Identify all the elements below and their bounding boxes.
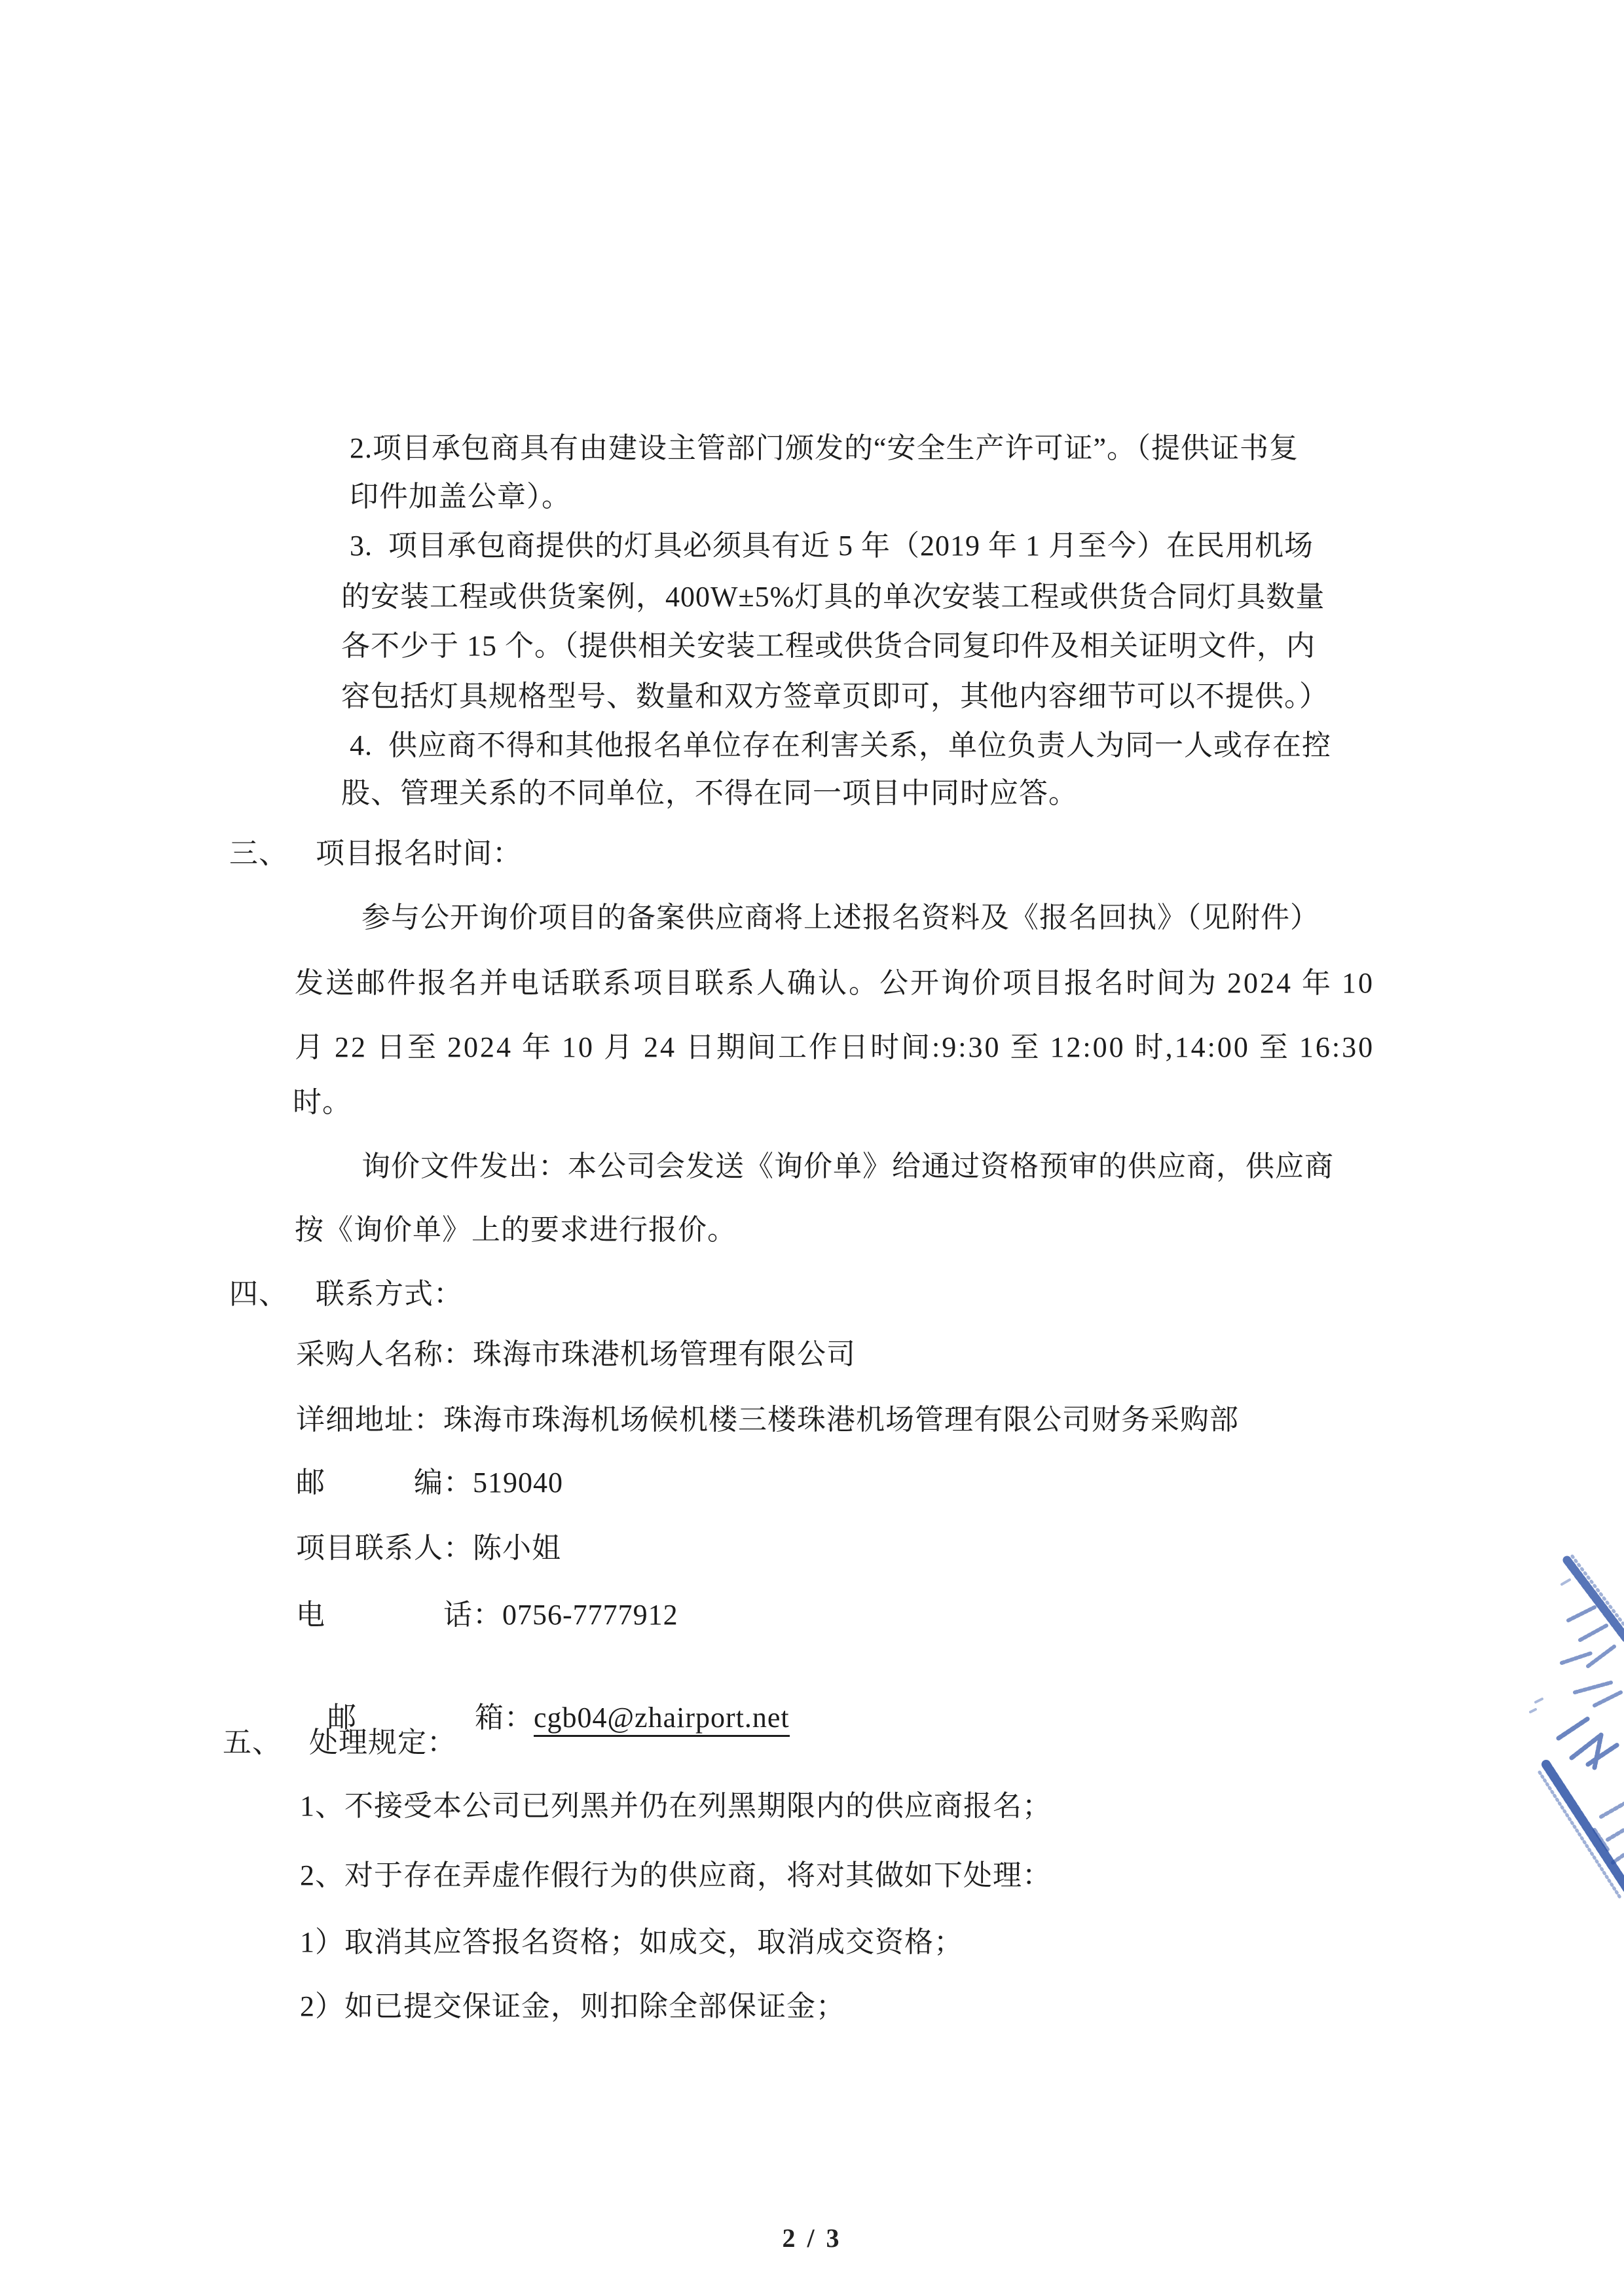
item3-line3: 各不少于 15 个。（提供相关安装工程或供货合同复印件及相关证明文件，内	[341, 630, 1316, 662]
item2-line1: 2.项目承包商具有由建设主管部门颁发的“安全生产许可证”。（提供证书复	[350, 432, 1299, 464]
item3-line2: 的安装工程或供货案例，400W±5%灯具的单次安装工程或供货合同灯具数量	[341, 581, 1325, 613]
stamp-seal-graphic	[1496, 1542, 1624, 1908]
section4-heading	[229, 1275, 463, 1314]
section3-number: 三、	[229, 837, 288, 869]
sec5-line1: 1、不接受本公司已列黑并仍在列黑期限内的供应商报名；	[300, 1790, 1052, 1822]
item2-line2: 印件加盖公章）。	[350, 481, 571, 513]
sec5-line4: 2）如已提交保证金，则扣除全部保证金；	[300, 1990, 845, 2022]
section5-number: 五、	[223, 1726, 282, 1758]
section4-number: 四、	[229, 1278, 288, 1310]
section3-heading	[229, 834, 522, 873]
item4-line2: 股、管理关系的不同单位，不得在同一项目中同时应答。	[341, 777, 1078, 809]
page-number: 2 / 3	[782, 2223, 842, 2253]
stamp-seal	[1496, 1542, 1624, 1908]
sec5-line3: 1）取消其应答报名资格；如成交，取消成交资格；	[300, 1926, 963, 1958]
sec3-para2-line2: 按《询价单》上的要求进行报价。	[295, 1214, 737, 1246]
contact-person-line: 项目联系人：陈小姐	[296, 1532, 561, 1564]
section3-title: 项目报名时间：	[316, 837, 522, 869]
phone-line: 电 话：0756-7777912	[296, 1599, 678, 1631]
section5-heading	[223, 1723, 456, 1762]
item3-line1: 3. 项目承包商提供的灯具必须具有近 5 年（2019 年 1 月至今）在民用机场	[350, 530, 1314, 562]
sec3-para1-line1: 参与公开询价项目的备案供应商将上述报名资料及《报名回执》（见附件）	[361, 902, 1320, 934]
sec3-para1-line2: 发送邮件报名并电话联系项目联系人确认。公开询价项目报名时间为 2024 年 10	[295, 967, 1375, 999]
email-label: 邮 箱：	[327, 1702, 534, 1734]
item4-line1: 4. 供应商不得和其他报名单位存在利害关系，单位负责人为同一人或存在控	[350, 729, 1331, 761]
section4-title: 联系方式：	[316, 1278, 463, 1310]
sec5-line2: 2、对于存在弄虚作假行为的供应商，将对其做如下处理：	[300, 1859, 1052, 1891]
email-address: cgb04@zhairport.net	[534, 1702, 790, 1737]
item3-line4: 容包括灯具规格型号、数量和双方签章页即可，其他内容细节可以不提供。）	[341, 680, 1329, 712]
zip-code-line: 邮 编：519040	[296, 1467, 563, 1499]
sec3-para1-line3: 月 22 日至 2024 年 10 月 24 日期间工作日时间:9:30 至 12:00 时,14:00 至 16:30	[295, 1031, 1375, 1063]
section5-title: 处理规定：	[309, 1726, 456, 1758]
sec3-para1-line4: 时。	[293, 1086, 352, 1118]
sec3-para2-line1: 询价文件发出：本公司会发送《询价单》给通过资格预审的供应商，供应商	[361, 1150, 1334, 1182]
address-line: 详细地址：珠海市珠海机场候机楼三楼珠港机场管理有限公司财务采购部	[296, 1404, 1239, 1436]
buyer-name-line: 采购人名称：珠海市珠港机场管理有限公司	[296, 1338, 856, 1370]
